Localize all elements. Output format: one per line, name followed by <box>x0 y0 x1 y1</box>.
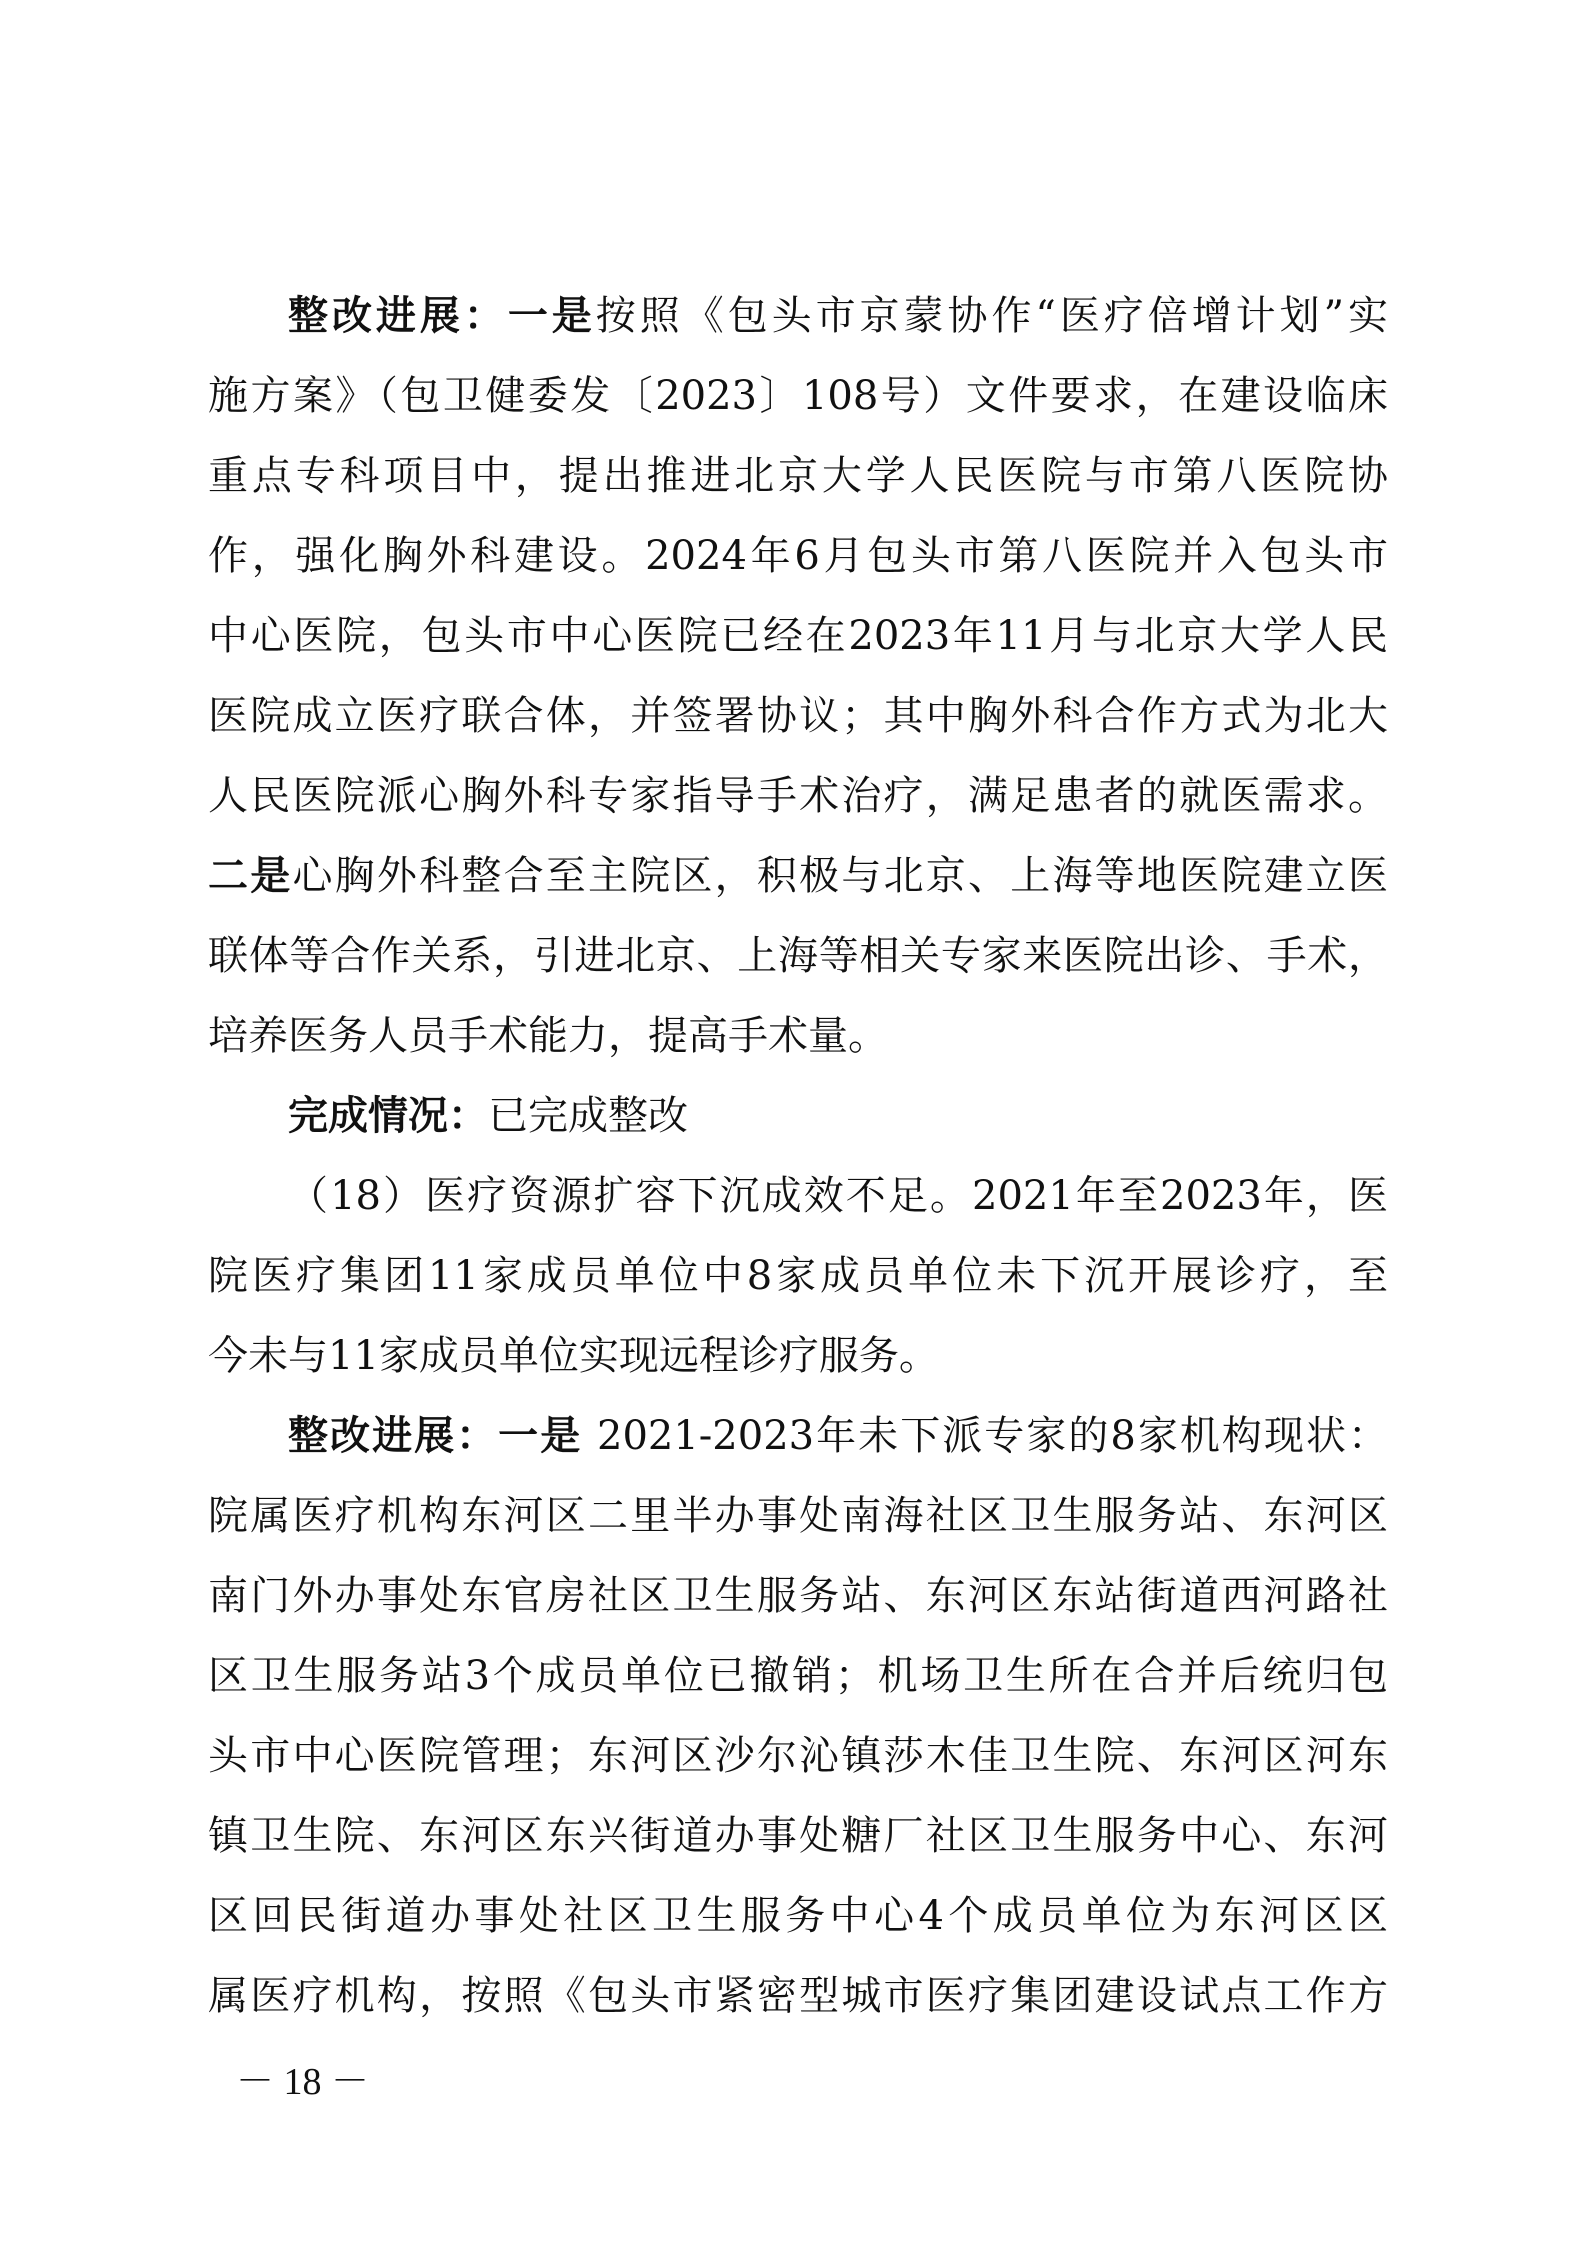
paragraph-line: 联体等合作关系，引进北京、上海等相关专家来医院出诊、手术， <box>208 933 1388 979</box>
paragraph-line: 属医疗机构，按照《包头市紧密型城市医疗集团建设试点工作方 <box>208 1973 1388 2019</box>
paragraph-line: 院属医疗机构东河区二里半办事处南海社区卫生服务站、东河区 <box>208 1493 1388 1539</box>
paragraph-line: 区回民街道办事处社区卫生服务中心4个成员单位为东河区区 <box>208 1893 1388 1939</box>
paragraph-line <box>208 276 1388 356</box>
paragraph-line: 区卫生服务站3个成员单位已撤销；机场卫生所在合并后统归包 <box>208 1653 1388 1699</box>
paragraph-line: 人民医院派心胸外科专家指导手术治疗，满足患者的就医需求。 <box>208 773 1388 819</box>
paragraph-line: 南门外办事处东官房社区卫生服务站、东河区东站街道西河路社 <box>208 1573 1388 1619</box>
page-number: － 18 － <box>236 2061 370 2103</box>
paragraph-line: 施方案》（包卫健委发〔2023〕108号）文件要求，在建设临床 <box>208 373 1388 419</box>
paragraph-line <box>208 836 1388 916</box>
document-body <box>208 276 1388 2036</box>
completion-status-text: 已完成整改 <box>488 1093 688 1139</box>
item-marker-second: 二是 <box>208 853 293 899</box>
issue-line: 院医疗集团11家成员单位中8家成员单位未下沉开展诊疗，至 <box>208 1253 1388 1299</box>
section-lead-completion: 完成情况： <box>288 1093 488 1139</box>
paragraph-text: 心胸外科整合至主院区，积极与北京、上海等地医院建立医 <box>292 853 1388 899</box>
paragraph-text: 按照《包头市京蒙协作“医疗倍增计划”实 <box>595 293 1388 339</box>
item-marker-first: 一是 <box>498 1413 583 1459</box>
paragraph-line: 重点专科项目中，提出推进北京大学人民医院与市第八医院协 <box>208 453 1388 499</box>
section-lead-progress: 整改进展： <box>288 1413 499 1459</box>
paragraph-line: 中心医院，包头市中心医院已经在2023年11月与北京大学人民 <box>208 613 1388 659</box>
issue-line: （18）医疗资源扩容下沉成效不足。2021年至2023年，医 <box>288 1173 1388 1219</box>
paragraph-line <box>208 1396 1388 1476</box>
completion-status-line <box>208 1076 1388 1156</box>
paragraph-line: 培养医务人员手术能力，提高手术量。 <box>208 1013 888 1059</box>
paragraph-line: 镇卫生院、东河区东兴街道办事处糖厂社区卫生服务中心、东河 <box>208 1813 1388 1859</box>
paragraph-text: 2021-2023年未下派专家的8家机构现状： <box>582 1413 1388 1459</box>
paragraph-line: 头市中心医院管理；东河区沙尔沁镇莎木佳卫生院、东河区河东 <box>208 1733 1388 1779</box>
section-lead-progress: 整改进展： <box>288 293 508 339</box>
issue-line: 今未与11家成员单位实现远程诊疗服务。 <box>208 1333 939 1379</box>
paragraph-line: 医院成立医疗联合体，并签署协议；其中胸外科合作方式为北大 <box>208 693 1388 739</box>
item-marker-first: 一是 <box>507 293 596 339</box>
paragraph-line: 作，强化胸外科建设。2024年6月包头市第八医院并入包头市 <box>208 533 1388 579</box>
